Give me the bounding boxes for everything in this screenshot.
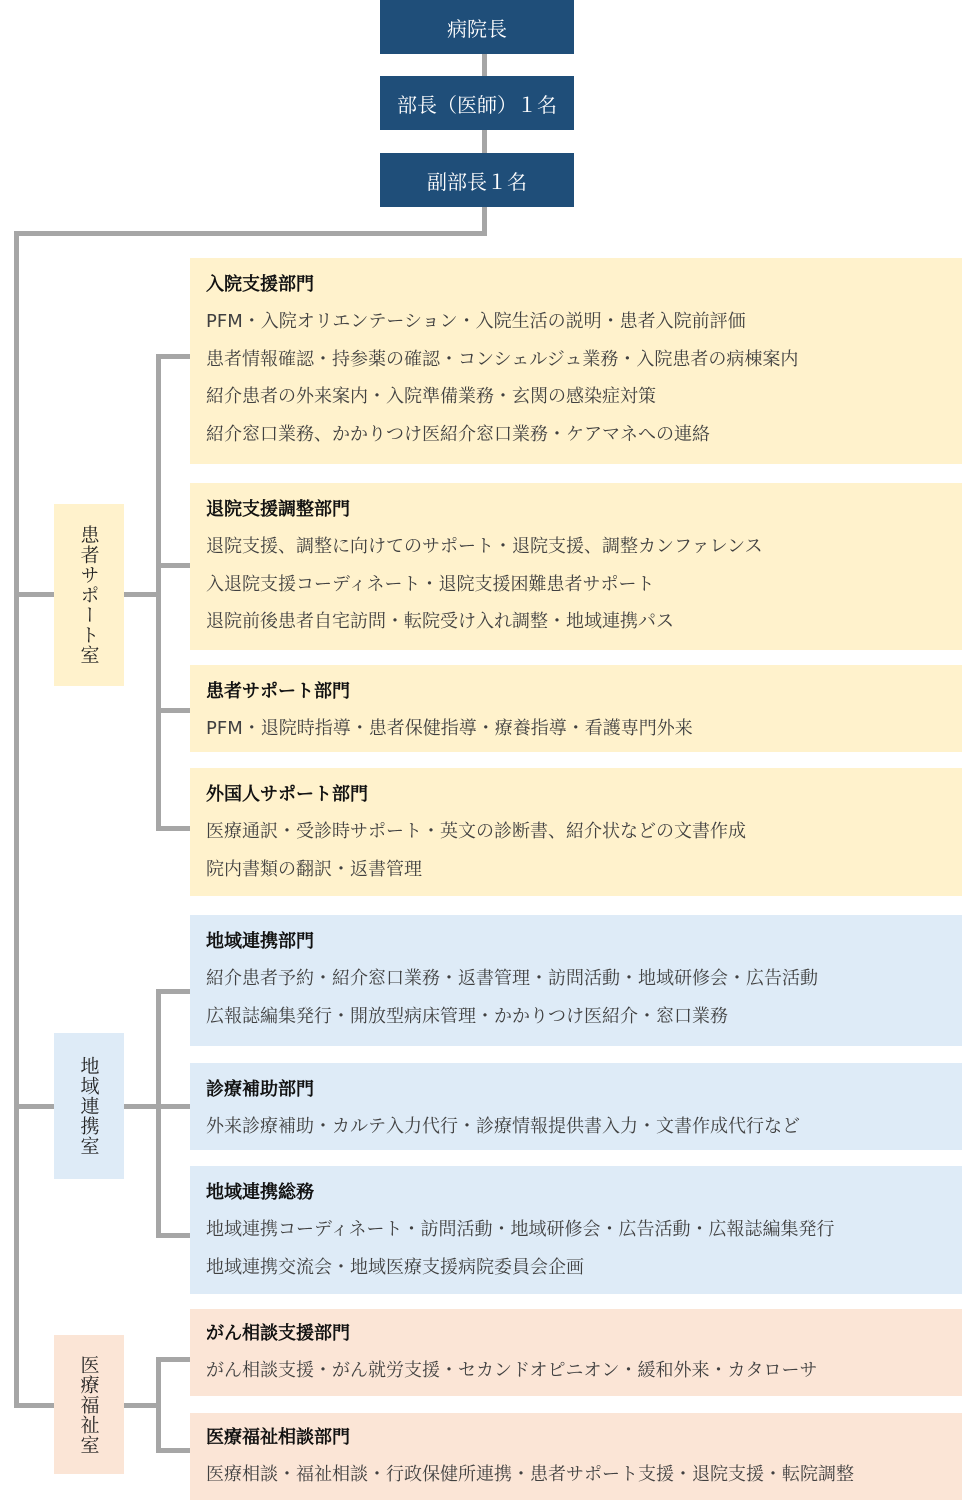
section-title: がん相談支援部門: [206, 1323, 350, 1344]
section-line: 外来診療補助・カルテ入力代行・診療情報提供書入力・文書作成代行など: [206, 1116, 800, 1137]
section-line: 広報誌編集発行・開放型病床管理・かかりつけ医紹介・窓口業務: [206, 1005, 728, 1027]
department-head-box: [380, 76, 574, 130]
room-community-liaison-label: 地域連携室: [77, 1056, 100, 1156]
section-line: 入退院支援コーディネート・退院支援困難患者サポート: [206, 573, 655, 595]
section-line: がん相談支援・がん就労支援・セカンドオピニオン・緩和外来・カタローサ: [206, 1360, 818, 1381]
section-line: 患者情報確認・持参薬の確認・コンシェルジュ業務・入院患者の病棟案内: [206, 348, 799, 370]
connector-main-vertical: [14, 231, 19, 1408]
section-line: 紹介患者の外来案内・入院準備業務・玄関の感染症対策: [206, 386, 656, 407]
connector-room1-out: [124, 592, 160, 597]
connector-to-room-3: [14, 1403, 54, 1408]
connector-section-2: [156, 563, 190, 568]
section-line: 地域連携交流会・地域医療支援病院委員会企画: [206, 1256, 584, 1278]
connector-section-1: [156, 354, 190, 359]
connector-section-4: [156, 826, 190, 831]
section-line: 医療通訳・受診時サポート・英文の診断書、紹介状などの文書作成: [206, 821, 746, 842]
director-label: 病院長: [447, 16, 507, 41]
section-line: 医療相談・福祉相談・行政保健所連携・患者サポート支援・退院支援・転院調整: [206, 1464, 854, 1485]
section-cancer-consultation: [190, 1309, 962, 1396]
section-line: PFM・退院時指導・患者保健指導・療養指導・看護専門外来: [206, 718, 693, 739]
connector-to-room-1: [14, 592, 54, 597]
connector-to-room-2: [14, 1104, 54, 1109]
section-title: 診療補助部門: [206, 1079, 314, 1100]
connector-section-9: [156, 1448, 190, 1453]
section-admission-support: [190, 258, 962, 464]
section-community-liaison: [190, 915, 962, 1046]
section-title: 地域連携総務: [206, 1182, 314, 1203]
section-title: 医療福祉相談部門: [206, 1427, 350, 1448]
section-line: 地域連携コーディネート・訪問活動・地域研修会・広告活動・広報誌編集発行: [206, 1219, 835, 1240]
room-community-liaison: [54, 1033, 124, 1179]
section-patient-support: [190, 665, 962, 752]
department-head-label: 部長（医師）１名: [397, 92, 557, 117]
connector-room3-vertical: [156, 1357, 161, 1453]
connector-room3-out: [124, 1403, 160, 1408]
director-box: [380, 0, 574, 54]
connector-horizontal-top: [14, 231, 487, 236]
section-title: 入院支援部門: [206, 274, 314, 295]
section-clinical-assistance: [190, 1063, 962, 1150]
section-welfare-consultation: [190, 1413, 962, 1500]
section-community-general-affairs: [190, 1166, 962, 1294]
section-line: 紹介患者予約・紹介窓口業務・返書管理・訪問活動・地域研修会・広告活動: [206, 968, 818, 989]
deputy-head-box: [380, 153, 574, 207]
connector-section-8: [156, 1357, 190, 1362]
section-title: 患者サポート部門: [206, 681, 350, 702]
connector-room2-out: [124, 1104, 160, 1109]
connector-room1-vertical: [156, 354, 161, 831]
section-line: 院内書類の翻訳・返書管理: [206, 858, 422, 880]
connector-section-3: [156, 708, 190, 713]
room-patient-support-label: 患者サポート室: [77, 525, 100, 665]
room-patient-support: [54, 504, 124, 686]
room-medical-welfare-label: 医療福祉室: [77, 1354, 100, 1455]
room-medical-welfare: [54, 1335, 124, 1474]
section-foreigner-support: [190, 768, 962, 896]
section-title: 退院支援調整部門: [206, 499, 350, 520]
section-line: 退院支援、調整に向けてのサポート・退院支援、調整カンファレンス: [206, 536, 763, 557]
section-line: 紹介窓口業務、かかりつけ医紹介窓口業務・ケアマネへの連絡: [206, 423, 710, 445]
connector-section-7: [156, 1233, 190, 1238]
connector-section-6: [156, 1104, 190, 1109]
section-title: 外国人サポート部門: [206, 784, 368, 805]
section-line: PFM・入院オリエンテーション・入院生活の説明・患者入院前評価: [206, 311, 746, 332]
section-line: 退院前後患者自宅訪問・転院受け入れ調整・地域連携パス: [206, 611, 674, 632]
section-discharge-support: [190, 483, 962, 650]
connector-section-5: [156, 989, 190, 994]
connector-room2-vertical: [156, 989, 161, 1238]
deputy-head-label: 副部長１名: [427, 169, 527, 194]
section-title: 地域連携部門: [206, 931, 314, 952]
